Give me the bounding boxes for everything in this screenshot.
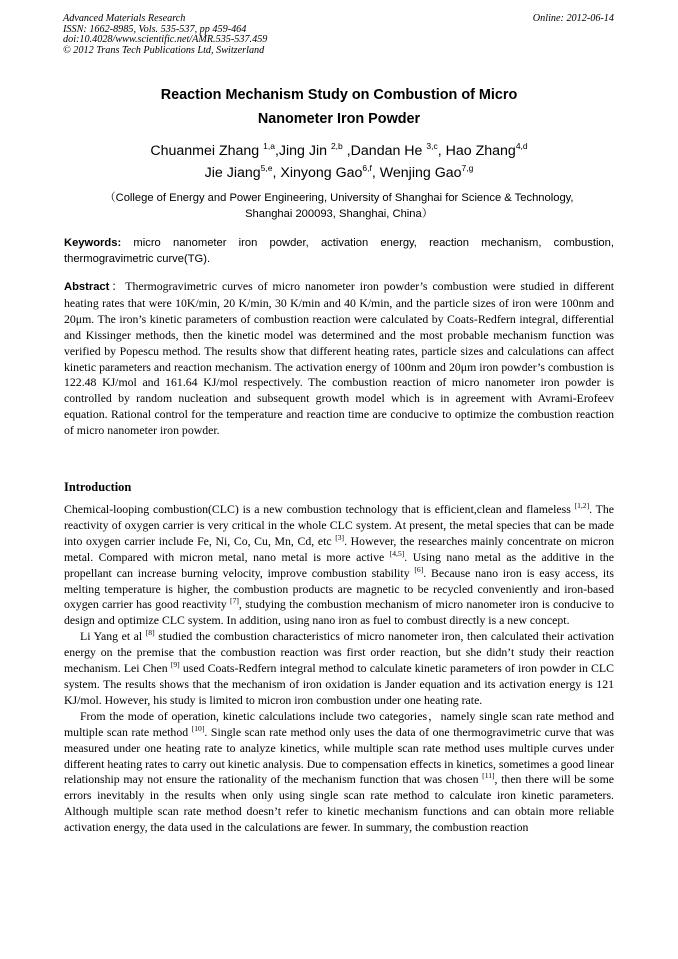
author-separator: , <box>342 143 351 159</box>
affiliation-line-2: Shanghai 200093, Shanghai, China） <box>245 208 433 220</box>
keywords <box>64 235 614 267</box>
paragraph-text: . However, the researches mainly concentrate on micron metal. Compared with micron metal, nano metal is more active <box>64 533 615 564</box>
author-separator: , <box>371 165 380 181</box>
citation-ref: [9] <box>170 660 180 670</box>
affiliation <box>60 190 618 222</box>
paper-title <box>60 83 618 131</box>
online-date: Online: 2012-06-14 <box>532 13 614 24</box>
title-line-1: Reaction Mechanism Study on Combustion of Micro <box>160 87 518 103</box>
author-separator: , <box>274 143 279 159</box>
journal-name: Advanced Materials Research <box>63 13 186 24</box>
journal-issn: ISSN: 1662-8985, Vols. 535-537, pp 459-464 <box>63 23 247 35</box>
citation-ref: [6] <box>414 564 424 574</box>
author-name: Hao Zhang <box>445 143 516 159</box>
paragraph <box>64 709 614 836</box>
affiliation-line-1: （College of Energy and Power Engineering, University of Shanghai for Science & Technology, <box>104 192 574 204</box>
abstract-label: Abstract <box>64 281 110 293</box>
citation-ref: [11] <box>482 771 495 781</box>
keywords-label: Keywords: <box>64 237 122 249</box>
author-name: Jie Jiang <box>204 165 261 181</box>
abstract-colon: ： <box>109 279 126 293</box>
paragraph-text: , then there will be some errors inevitably in the results when only using single scan rate method to calculate iron kinetic parameters. Although multiple scan rate method doesn’t refer to kinetic mechanism functions and can obtain more reliable activation energy, the data used in the calculations are fewer. In summary, the combustion reaction <box>64 772 614 835</box>
author-affiliation-mark: 2,b <box>330 141 343 151</box>
title-line-2: Nanometer Iron Powder <box>257 111 421 127</box>
author-name: Xinyong Gao <box>280 165 363 181</box>
paragraph-text: . Using nano metal as the additive in the propellant can increase burning velocity, improve combustion stability <box>64 549 614 580</box>
paragraph-text: . The reactivity of oxygen carrier is very critical in the whole CLC system. At present, the metal species that can be made into oxygen carrier include Fe, Ni, Co, Cu, Mn, Cd, etc <box>64 502 614 548</box>
section-heading-introduction: Introduction <box>64 480 132 494</box>
paragraph-text: . Single scan rate method only uses the data of one thermogravimetric curve that was measured under one heating rate to analyze kinetics, while multiple scan rate method uses multiple curves under different heating rates to carry out kinetic analysis. Due to compensation effects in kinetics, sometimes a good linear relationship may not ensure the rationality of the mechanism function that was chosen <box>64 724 615 787</box>
citation-ref: [1,2] <box>574 501 590 510</box>
introduction-body <box>64 502 614 836</box>
paragraph-text: Li Yang et al <box>80 629 146 644</box>
author-name: Dandan He <box>350 143 427 159</box>
citation-ref: [10] <box>191 723 205 733</box>
author-name: Jing Jin <box>278 143 331 159</box>
author-affiliation-mark: 6,f <box>362 163 372 173</box>
author-line-1 <box>60 140 618 162</box>
paragraph <box>64 502 614 629</box>
author-separator: , <box>272 165 281 181</box>
paragraph-text: Chemical-looping combustion(CLC) is a new combustion technology that is efficient,clean and flameless <box>64 502 575 516</box>
author-affiliation-mark: 7,g <box>461 163 474 173</box>
abstract-text: Thermogravimetric curves of micro nanometer iron powder’s combustion were studied in different heating rates that were 10K/min, 20 K/min, 30 K/min and 40 K/min, and the particle sizes of iron were 100nm and 20μm. The iron’s kinetic parameters of combustion reaction were calculated by Coats-Redfern integral, differential and Kissinger methods, then the kinetic model was determined and the most probable mechanism function was verified by Popescu method. The results show that different heating rates, particle sizes and calculations can affect kinetic parameters and reaction mechanism. The activation energy of 100nm and 20μm iron powder’s combustion is 122.48 KJ/mol and 161.64 KJ/mol respectively. The combustion reaction of micro nanometer iron powder is controlled by random nucleation and subsequent growth model which is in agreement with Avrami-Erofeev equation. Rational control for the temperature and reaction time are conducive to optimize the combustion reaction of micro nanometer iron powder. <box>64 279 614 438</box>
journal-doi: doi:10.4028/www.scientific.net/AMR.535-537.459 <box>63 34 268 46</box>
author-affiliation-mark: 3,c <box>426 141 438 151</box>
author-line-2 <box>60 162 618 184</box>
author-affiliation-mark: 1,a <box>263 141 275 151</box>
author-name: Chuanmei Zhang <box>150 143 264 159</box>
paragraph-text: used Coats-Redfern integral method to calculate kinetic parameters of iron powder in CLC system. The results shows that the mechanism of iron oxidation is Jander equation and its activation energy is 121 KJ/mol. However, his study is limited to micron iron combustion under one heating rate. <box>64 661 614 707</box>
journal-copyright: © 2012 Trans Tech Publications Ltd, Switzerland <box>63 44 265 56</box>
author-list <box>60 140 618 184</box>
author-name: Wenjing Gao <box>379 165 462 181</box>
paragraph-text: , studying the combustion mechanism of micro nanometer iron is conducive to design and optimize CLC system. In addition, using nano iron as fuel to combust directly is a new concept. <box>64 597 615 628</box>
keywords-text: micro nanometer iron powder, activation energy, reaction mechanism, combustion, thermogravimetric curve(TG). <box>64 237 614 265</box>
paragraph-text: . Because nano iron is easy access, its melting temperature is higher, the combustion products are magnetic to be recycled conveniently and iron-based oxygen carrier has good reactivity <box>64 565 614 612</box>
citation-ref: [7] <box>230 596 239 606</box>
citation-ref: [3] <box>335 532 345 542</box>
author-affiliation-mark: 4,d <box>515 141 528 151</box>
citation-ref: [8] <box>145 628 155 638</box>
paragraph-text: From the mode of operation, kinetic calculations include two categories，namely single scan rate method and multiple scan rate method <box>64 708 614 739</box>
abstract <box>64 279 614 439</box>
author-affiliation-mark: 5,e <box>260 163 273 173</box>
paragraph-text: studied the combustion characteristics of micro nanometer iron, then calculated their activation energy on the premise that the combustion reaction was first order reaction, but she didn’t study their reaction mechanism. Lei Chen <box>64 629 614 676</box>
journal-header <box>63 14 423 56</box>
paragraph <box>64 629 614 709</box>
citation-ref: [4,5] <box>389 548 405 558</box>
author-separator: , <box>437 143 446 159</box>
